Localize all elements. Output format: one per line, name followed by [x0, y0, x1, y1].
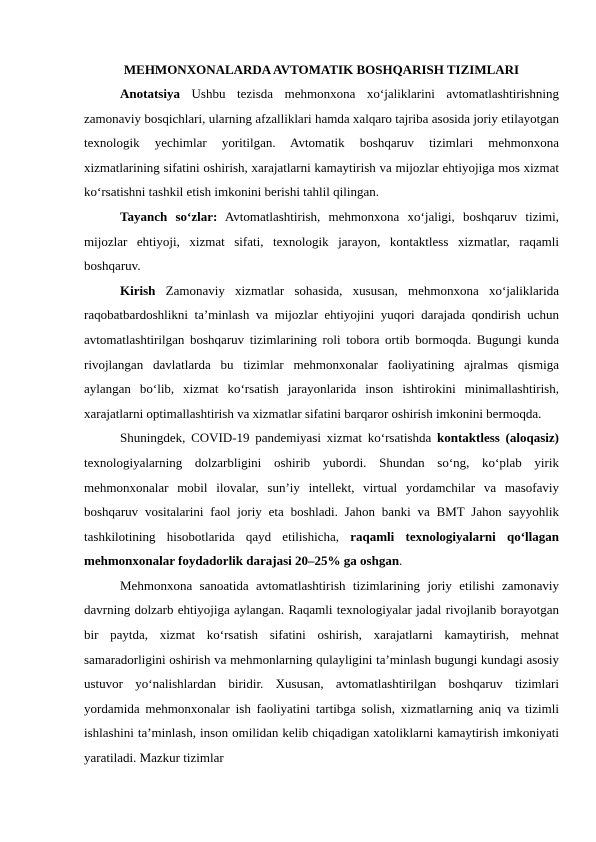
keywords-text: Avtomatlashtirish, mehmonxona xo‘jaligi, boshqaruv tizimi, mijozlar ehtiyoji, xizmat sifati, texnologik jarayon, kontaktless xizmatlar, raqamli boshqaruv. [84, 208, 559, 274]
keywords-paragraph [84, 205, 559, 279]
covid-text-middle: texnologiyalarning dolzarbligini oshirib yubordi. Shundan so‘ng, ko‘plab yirik mehmonxonalar mobil ilovalar, sun’iy intellekt, virtual yordamchilar va masofaviy boshqaruv vositalarini faol joriy eta boshladi. Jahon banki va BMT Jahon sayyohlik tashkilotining hisobotlarida qayd etilishicha, [84, 454, 559, 544]
covid-paragraph [84, 426, 559, 574]
profitability-finding: raqamli texnologiyalarni qo‘llagan mehmonxonalar foydadorlik darajasi 20–25% ga oshgan [84, 528, 560, 569]
introduction-label: Kirish [120, 282, 156, 298]
contactless-term: kontaktless (aloqasiz) [437, 430, 559, 446]
abstract-paragraph [84, 82, 559, 205]
keywords-label: Tayanch so‘zlar: [120, 208, 218, 224]
covid-text-end: . [399, 553, 403, 569]
paper-title: MEHMONXONALARDA AVTOMATIK BOSHQARISH TIZIMLARI [123, 62, 520, 77]
introduction-text: Zamonaviy xizmatlar sohasida, xususan, mehmonxona xo‘jaliklarida raqobatbardoshlikni ta’minlash va mijozlar ehtiyojini yuqori darajada qondirish uchun avtomatlashtirilgan boshqaruv tizimlarining roli tobora ortib bormoqda. Bugungi kunda rivojlangan davlatlarda bu tizimlar mehmonxonalar faoliyatining ajralmas qismiga aylangan bo‘lib, xizmat ko‘rsatish jarayonlarida inson ishtirokini minimallashtirish, xarajatlarni optimallashtirish va xizmatlar sifatini barqaror oshirish imkonini bermoqda. [84, 282, 559, 421]
abstract-text: Ushbu tezisda mehmonxona xo‘jaliklarini avtomatlashtirishning zamonaviy bosqichlari, ularning afzalliklari hamda xalqaro tajriba asosida joriy etilayotgan texnologik yechimlar yoritilgan. Avtomatik boshqaruv tizimlari mehmonxona xizmatlarining sifatini oshirish, xarajatlarni kamaytirish va mijozlar ehtiyojiga mos xizmat ko‘rsatishni tashkil etish imkonini berishi tahlil qilingan. [84, 86, 559, 200]
abstract-label: Anotatsiya [120, 86, 180, 101]
introduction-paragraph [84, 279, 559, 427]
covid-text-start: Shuningdek, COVID-19 pandemiyasi xizmat ko‘rsatishda [120, 430, 437, 446]
industry-paragraph: Mehmonxona sanoatida avtomatlashtirish tizimlarining joriy etilishi zamonaviy davrning dolzarb ehtiyojiga aylangan. Raqamli texnologiyalar jadal rivojlanib borayotgan bir paytda, xizmat ko‘rsatish sifatini oshirish, xarajatlarni kamaytirish, mehnat samaradorligini oshirish va mehmonlarning qulayligini ta’minlash bugungi kundagi asosiy ustuvor yo‘nalishlardan biridir. Xususan, avtomatlashtirilgan boshqaruv tizimlari yordamida mehmonxonalar ish faoliyatini tartibga solish, xizmatlarning aniq va tizimli ishlashini ta’minlash, inson omilidan kelib chiqadigan xatoliklarni kamaytirish imkoniyati yaratiladi. Mazkur tizimlar [84, 577, 559, 766]
